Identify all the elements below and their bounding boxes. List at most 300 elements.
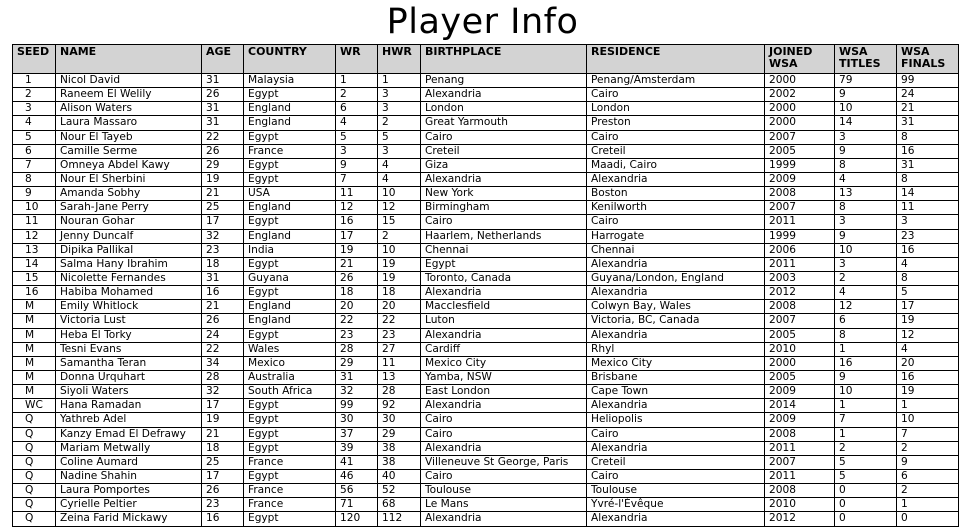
cell-age: 26 (202, 88, 244, 102)
cell-joined-wsa: 2005 (765, 144, 835, 158)
cell-age: 32 (202, 229, 244, 243)
cell-joined-wsa: 2008 (765, 427, 835, 441)
cell-name: Salma Hany Ibrahim (56, 257, 202, 271)
table-row (13, 300, 959, 314)
table-row (13, 88, 959, 102)
cell-joined-wsa: 2010 (765, 498, 835, 512)
cell-wsa-finals: 23 (897, 229, 959, 243)
cell-age: 22 (202, 130, 244, 144)
cell-joined-wsa: 2012 (765, 512, 835, 526)
cell-hwr: 19 (378, 271, 421, 285)
cell-age: 29 (202, 158, 244, 172)
cell-seed: Q (13, 498, 56, 512)
cell-hwr: 29 (378, 427, 421, 441)
cell-name: Yathreb Adel (56, 413, 202, 427)
cell-residence: Creteil (587, 144, 765, 158)
cell-wsa-finals: 99 (897, 74, 959, 88)
cell-hwr: 52 (378, 484, 421, 498)
cell-joined-wsa: 2005 (765, 328, 835, 342)
cell-wsa-finals: 20 (897, 356, 959, 370)
cell-age: 31 (202, 74, 244, 88)
cell-hwr: 11 (378, 356, 421, 370)
cell-wr: 30 (336, 413, 378, 427)
cell-name: Nicol David (56, 74, 202, 88)
cell-joined-wsa: 2014 (765, 399, 835, 413)
cell-seed: Q (13, 427, 56, 441)
cell-name: Victoria Lust (56, 314, 202, 328)
cell-age: 23 (202, 243, 244, 257)
cell-country: Australia (244, 370, 336, 384)
cell-wsa-titles: 0 (835, 498, 897, 512)
cell-seed: 7 (13, 158, 56, 172)
cell-wsa-finals: 31 (897, 158, 959, 172)
cell-name: Camille Serme (56, 144, 202, 158)
cell-wsa-finals: 16 (897, 243, 959, 257)
cell-wsa-finals: 7 (897, 427, 959, 441)
cell-wsa-finals: 6 (897, 469, 959, 483)
col-header-name: NAME (56, 45, 202, 74)
cell-residence: London (587, 102, 765, 116)
cell-wsa-titles: 9 (835, 370, 897, 384)
cell-wsa-finals: 14 (897, 187, 959, 201)
cell-hwr: 13 (378, 370, 421, 384)
cell-age: 19 (202, 172, 244, 186)
cell-residence: Preston (587, 116, 765, 130)
cell-wr: 18 (336, 286, 378, 300)
table-row (13, 469, 959, 483)
table-row (13, 74, 959, 88)
cell-wr: 23 (336, 328, 378, 342)
col-header-wsa-titles: WSA TITLES (835, 45, 897, 74)
cell-residence: Maadi, Cairo (587, 158, 765, 172)
cell-seed: 10 (13, 201, 56, 215)
cell-hwr: 4 (378, 172, 421, 186)
cell-hwr: 3 (378, 102, 421, 116)
table-row (13, 356, 959, 370)
cell-age: 18 (202, 257, 244, 271)
cell-hwr: 10 (378, 187, 421, 201)
cell-name: Tesni Evans (56, 342, 202, 356)
cell-country: Egypt (244, 328, 336, 342)
cell-joined-wsa: 2007 (765, 455, 835, 469)
cell-birthplace: Mexico City (421, 356, 587, 370)
cell-country: South Africa (244, 385, 336, 399)
table-row (13, 158, 959, 172)
cell-age: 16 (202, 286, 244, 300)
cell-joined-wsa: 2000 (765, 356, 835, 370)
cell-wsa-finals: 0 (897, 512, 959, 526)
cell-age: 23 (202, 498, 244, 512)
table-row (13, 427, 959, 441)
cell-birthplace: Toronto, Canada (421, 271, 587, 285)
table-row (13, 328, 959, 342)
cell-residence: Penang/Amsterdam (587, 74, 765, 88)
cell-joined-wsa: 1999 (765, 158, 835, 172)
cell-name: Nour El Tayeb (56, 130, 202, 144)
cell-residence: Alexandria (587, 172, 765, 186)
cell-name: Siyoli Waters (56, 385, 202, 399)
cell-birthplace: Cairo (421, 215, 587, 229)
cell-wsa-finals: 12 (897, 328, 959, 342)
cell-seed: 14 (13, 257, 56, 271)
cell-joined-wsa: 2007 (765, 201, 835, 215)
cell-birthplace: Chennai (421, 243, 587, 257)
cell-birthplace: Creteil (421, 144, 587, 158)
cell-seed: Q (13, 512, 56, 526)
cell-residence: Alexandria (587, 512, 765, 526)
table-row (13, 229, 959, 243)
cell-seed: WC (13, 399, 56, 413)
cell-wsa-titles: 2 (835, 441, 897, 455)
cell-wsa-finals: 19 (897, 314, 959, 328)
cell-joined-wsa: 1999 (765, 229, 835, 243)
cell-seed: 13 (13, 243, 56, 257)
table-row (13, 187, 959, 201)
cell-birthplace: Cardiff (421, 342, 587, 356)
cell-wr: 29 (336, 356, 378, 370)
cell-wr: 3 (336, 144, 378, 158)
cell-seed: 8 (13, 172, 56, 186)
cell-wr: 41 (336, 455, 378, 469)
cell-wsa-finals: 16 (897, 144, 959, 158)
cell-birthplace: Egypt (421, 257, 587, 271)
col-header-birthplace: BIRTHPLACE (421, 45, 587, 74)
col-header-age: AGE (202, 45, 244, 74)
cell-seed: Q (13, 455, 56, 469)
cell-wsa-titles: 2 (835, 271, 897, 285)
cell-name: Hana Ramadan (56, 399, 202, 413)
cell-joined-wsa: 2011 (765, 469, 835, 483)
cell-joined-wsa: 2012 (765, 286, 835, 300)
cell-seed: 5 (13, 130, 56, 144)
cell-country: France (244, 144, 336, 158)
cell-birthplace: Toulouse (421, 484, 587, 498)
cell-wsa-finals: 10 (897, 413, 959, 427)
cell-joined-wsa: 2000 (765, 102, 835, 116)
cell-wsa-titles: 1 (835, 342, 897, 356)
cell-wr: 22 (336, 314, 378, 328)
table-row (13, 215, 959, 229)
cell-name: Sarah-Jane Perry (56, 201, 202, 215)
table-row (13, 172, 959, 186)
cell-country: India (244, 243, 336, 257)
cell-residence: Guyana/London, England (587, 271, 765, 285)
header-row (13, 45, 959, 74)
player-info-table (12, 44, 959, 527)
cell-hwr: 19 (378, 257, 421, 271)
cell-country: Egypt (244, 286, 336, 300)
col-header-residence: RESIDENCE (587, 45, 765, 74)
cell-birthplace: Alexandria (421, 286, 587, 300)
cell-country: USA (244, 187, 336, 201)
cell-birthplace: East London (421, 385, 587, 399)
table-row (13, 498, 959, 512)
cell-residence: Cairo (587, 130, 765, 144)
cell-country: Egypt (244, 158, 336, 172)
cell-country: Guyana (244, 271, 336, 285)
cell-wsa-finals: 1 (897, 498, 959, 512)
cell-birthplace: Giza (421, 158, 587, 172)
cell-joined-wsa: 2006 (765, 243, 835, 257)
cell-name: Nouran Gohar (56, 215, 202, 229)
cell-wsa-titles: 12 (835, 300, 897, 314)
table-row (13, 399, 959, 413)
table-row (13, 413, 959, 427)
cell-residence: Cape Town (587, 385, 765, 399)
cell-hwr: 23 (378, 328, 421, 342)
cell-residence: Alexandria (587, 286, 765, 300)
cell-age: 19 (202, 413, 244, 427)
cell-wr: 46 (336, 469, 378, 483)
cell-birthplace: Penang (421, 74, 587, 88)
cell-residence: Brisbane (587, 370, 765, 384)
cell-name: Omneya Abdel Kawy (56, 158, 202, 172)
cell-name: Nour El Sherbini (56, 172, 202, 186)
cell-hwr: 22 (378, 314, 421, 328)
cell-wsa-titles: 3 (835, 215, 897, 229)
cell-birthplace: Yamba, NSW (421, 370, 587, 384)
cell-wr: 39 (336, 441, 378, 455)
cell-wsa-titles: 4 (835, 286, 897, 300)
cell-country: Egypt (244, 399, 336, 413)
cell-country: England (244, 314, 336, 328)
cell-wsa-titles: 13 (835, 187, 897, 201)
cell-seed: 16 (13, 286, 56, 300)
cell-joined-wsa: 2008 (765, 484, 835, 498)
cell-seed: M (13, 342, 56, 356)
cell-wr: 5 (336, 130, 378, 144)
col-header-hwr: HWR (378, 45, 421, 74)
cell-birthplace: Alexandria (421, 172, 587, 186)
cell-residence: Colwyn Bay, Wales (587, 300, 765, 314)
cell-name: Nicolette Fernandes (56, 271, 202, 285)
cell-name: Zeina Farid Mickawy (56, 512, 202, 526)
cell-wsa-titles: 6 (835, 314, 897, 328)
cell-birthplace: Le Mans (421, 498, 587, 512)
cell-wsa-titles: 1 (835, 399, 897, 413)
cell-birthplace: Alexandria (421, 88, 587, 102)
cell-hwr: 20 (378, 300, 421, 314)
cell-age: 31 (202, 271, 244, 285)
cell-wsa-titles: 0 (835, 484, 897, 498)
cell-joined-wsa: 2000 (765, 74, 835, 88)
cell-hwr: 38 (378, 441, 421, 455)
cell-seed: M (13, 370, 56, 384)
cell-wsa-finals: 31 (897, 116, 959, 130)
cell-seed: 3 (13, 102, 56, 116)
cell-wsa-titles: 16 (835, 356, 897, 370)
cell-country: France (244, 498, 336, 512)
table-row (13, 385, 959, 399)
cell-seed: 12 (13, 229, 56, 243)
cell-age: 17 (202, 215, 244, 229)
cell-wr: 1 (336, 74, 378, 88)
cell-hwr: 3 (378, 144, 421, 158)
cell-wr: 7 (336, 172, 378, 186)
cell-hwr: 30 (378, 413, 421, 427)
cell-seed: 1 (13, 74, 56, 88)
cell-wsa-titles: 5 (835, 455, 897, 469)
cell-wsa-titles: 9 (835, 229, 897, 243)
page-title: Player Info (386, 2, 579, 42)
cell-seed: 9 (13, 187, 56, 201)
cell-wsa-finals: 3 (897, 215, 959, 229)
cell-wsa-titles: 8 (835, 201, 897, 215)
cell-name: Laura Pomportes (56, 484, 202, 498)
cell-residence: Chennai (587, 243, 765, 257)
cell-wr: 6 (336, 102, 378, 116)
cell-wsa-titles: 8 (835, 158, 897, 172)
cell-joined-wsa: 2008 (765, 300, 835, 314)
cell-hwr: 15 (378, 215, 421, 229)
cell-age: 21 (202, 300, 244, 314)
cell-residence: Rhyl (587, 342, 765, 356)
cell-seed: Q (13, 413, 56, 427)
cell-residence: Boston (587, 187, 765, 201)
cell-age: 25 (202, 455, 244, 469)
cell-seed: 15 (13, 271, 56, 285)
cell-name: Jenny Duncalf (56, 229, 202, 243)
cell-wr: 71 (336, 498, 378, 512)
cell-wsa-finals: 24 (897, 88, 959, 102)
cell-wsa-finals: 2 (897, 484, 959, 498)
cell-country: Egypt (244, 172, 336, 186)
cell-residence: Cairo (587, 215, 765, 229)
cell-wr: 37 (336, 427, 378, 441)
cell-hwr: 112 (378, 512, 421, 526)
cell-birthplace: Macclesfield (421, 300, 587, 314)
cell-wsa-titles: 10 (835, 243, 897, 257)
table-row (13, 484, 959, 498)
cell-hwr: 28 (378, 385, 421, 399)
cell-wr: 21 (336, 257, 378, 271)
cell-joined-wsa: 2003 (765, 271, 835, 285)
cell-wr: 26 (336, 271, 378, 285)
cell-hwr: 27 (378, 342, 421, 356)
cell-name: Emily Whitlock (56, 300, 202, 314)
cell-age: 26 (202, 484, 244, 498)
table-row (13, 257, 959, 271)
cell-hwr: 4 (378, 158, 421, 172)
cell-wsa-finals: 4 (897, 342, 959, 356)
cell-age: 17 (202, 469, 244, 483)
cell-name: Amanda Sobhy (56, 187, 202, 201)
cell-joined-wsa: 2009 (765, 413, 835, 427)
cell-joined-wsa: 2011 (765, 257, 835, 271)
cell-residence: Harrogate (587, 229, 765, 243)
cell-country: France (244, 484, 336, 498)
cell-country: Mexico (244, 356, 336, 370)
cell-wsa-titles: 9 (835, 144, 897, 158)
cell-wr: 17 (336, 229, 378, 243)
cell-birthplace: Alexandria (421, 399, 587, 413)
table-row (13, 286, 959, 300)
cell-wsa-titles: 79 (835, 74, 897, 88)
cell-name: Raneem El Welily (56, 88, 202, 102)
table-row (13, 441, 959, 455)
cell-residence: Yvré-l'Évêque (587, 498, 765, 512)
cell-name: Nadine Shahin (56, 469, 202, 483)
cell-birthplace: Great Yarmouth (421, 116, 587, 130)
cell-age: 22 (202, 342, 244, 356)
cell-residence: Victoria, BC, Canada (587, 314, 765, 328)
cell-hwr: 3 (378, 88, 421, 102)
cell-wsa-titles: 5 (835, 469, 897, 483)
cell-residence: Toulouse (587, 484, 765, 498)
cell-age: 18 (202, 441, 244, 455)
cell-country: Egypt (244, 441, 336, 455)
table-row (13, 455, 959, 469)
cell-wr: 20 (336, 300, 378, 314)
col-header-seed: SEED (13, 45, 56, 74)
table-row (13, 130, 959, 144)
cell-hwr: 12 (378, 201, 421, 215)
cell-birthplace: Cairo (421, 130, 587, 144)
cell-country: England (244, 116, 336, 130)
cell-seed: M (13, 328, 56, 342)
cell-seed: 4 (13, 116, 56, 130)
col-header-wsa-finals: WSA FINALS (897, 45, 959, 74)
cell-name: Habiba Mohamed (56, 286, 202, 300)
cell-country: Egypt (244, 257, 336, 271)
table-row (13, 144, 959, 158)
cell-wsa-titles: 14 (835, 116, 897, 130)
cell-wr: 12 (336, 201, 378, 215)
cell-name: Alison Waters (56, 102, 202, 116)
cell-residence: Kenilworth (587, 201, 765, 215)
cell-age: 16 (202, 512, 244, 526)
cell-seed: M (13, 314, 56, 328)
cell-joined-wsa: 2010 (765, 342, 835, 356)
cell-wsa-finals: 1 (897, 399, 959, 413)
cell-age: 28 (202, 370, 244, 384)
cell-name: Coline Aumard (56, 455, 202, 469)
table-row (13, 102, 959, 116)
cell-residence: Heliopolis (587, 413, 765, 427)
cell-wsa-finals: 5 (897, 286, 959, 300)
cell-wsa-finals: 17 (897, 300, 959, 314)
cell-residence: Cairo (587, 427, 765, 441)
cell-wsa-titles: 8 (835, 328, 897, 342)
cell-joined-wsa: 2011 (765, 441, 835, 455)
table-row (13, 512, 959, 526)
table-row (13, 370, 959, 384)
cell-country: England (244, 102, 336, 116)
cell-joined-wsa: 2008 (765, 187, 835, 201)
cell-birthplace: London (421, 102, 587, 116)
cell-wsa-finals: 4 (897, 257, 959, 271)
table-body (13, 74, 959, 527)
cell-seed: Q (13, 484, 56, 498)
cell-name: Laura Massaro (56, 116, 202, 130)
cell-hwr: 92 (378, 399, 421, 413)
cell-wr: 16 (336, 215, 378, 229)
cell-wsa-titles: 1 (835, 427, 897, 441)
cell-joined-wsa: 2009 (765, 385, 835, 399)
cell-wr: 2 (336, 88, 378, 102)
cell-wsa-finals: 11 (897, 201, 959, 215)
cell-wsa-titles: 3 (835, 257, 897, 271)
cell-residence: Mexico City (587, 356, 765, 370)
cell-wr: 4 (336, 116, 378, 130)
cell-country: Egypt (244, 88, 336, 102)
cell-residence: Cairo (587, 469, 765, 483)
cell-hwr: 40 (378, 469, 421, 483)
cell-wsa-finals: 8 (897, 271, 959, 285)
cell-residence: Cairo (587, 88, 765, 102)
cell-wr: 9 (336, 158, 378, 172)
cell-joined-wsa: 2007 (765, 130, 835, 144)
